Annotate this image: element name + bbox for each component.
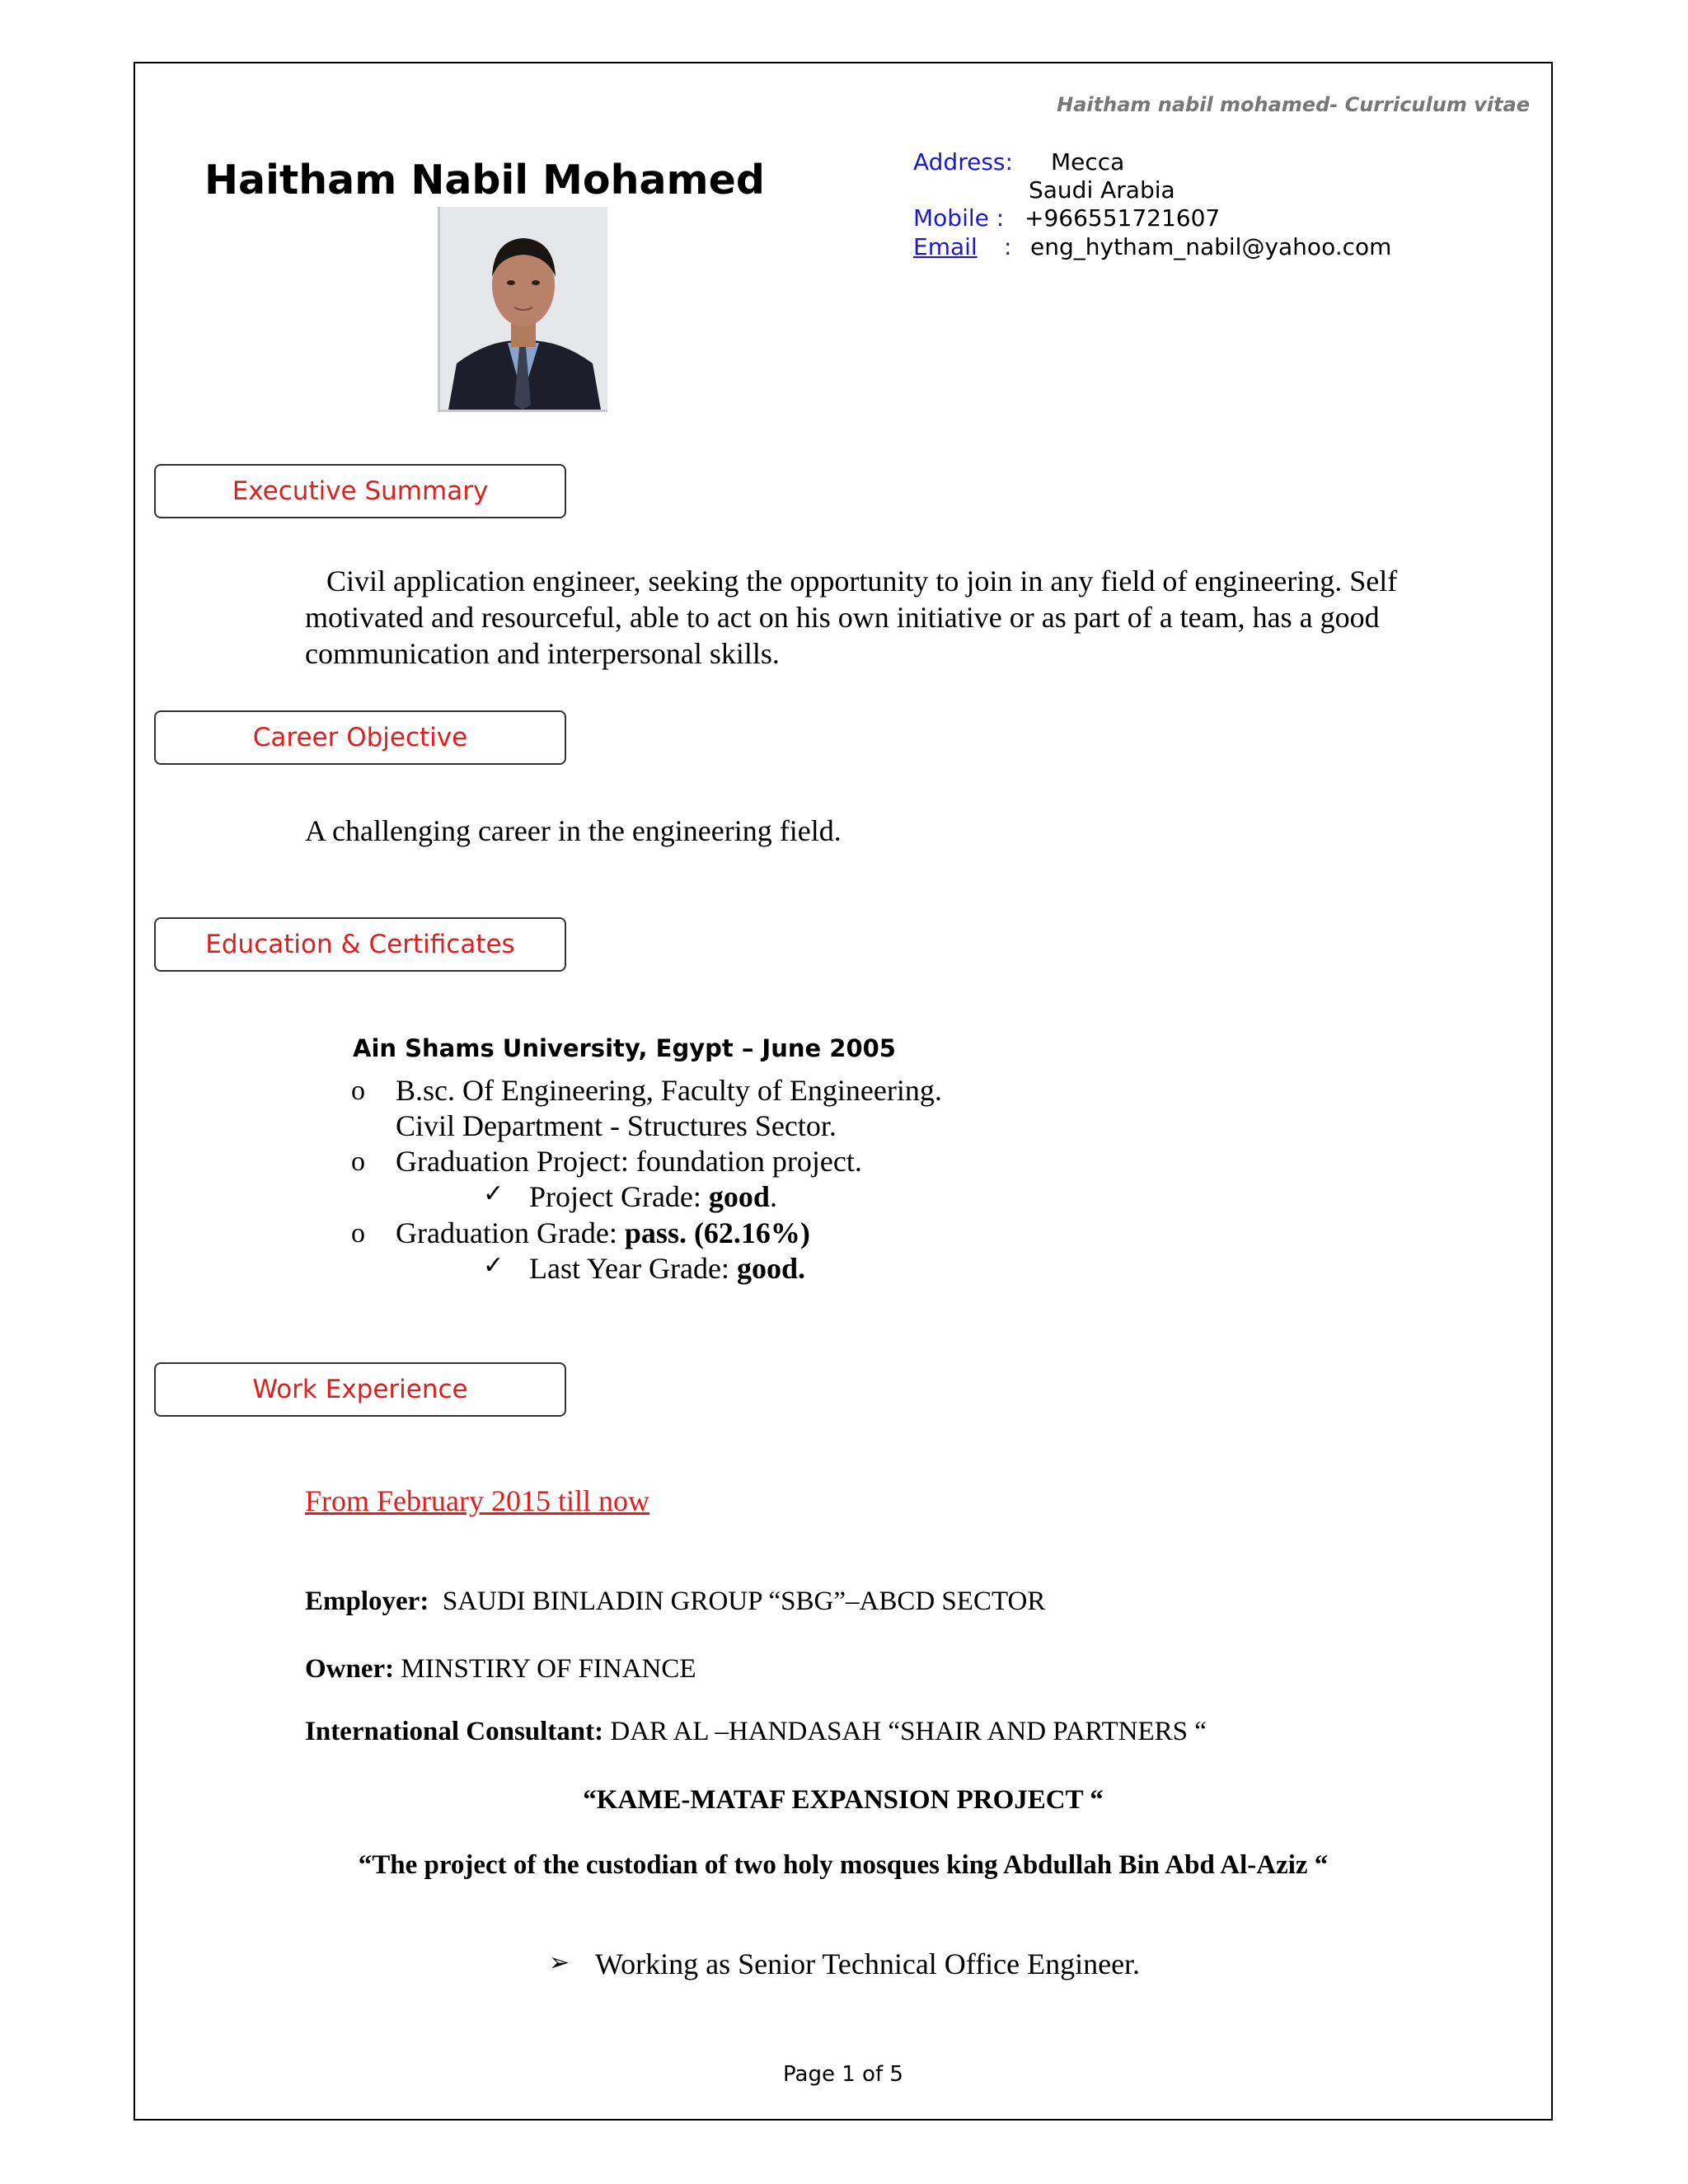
degree-line2: Civil Department - Structures Sector. bbox=[396, 1109, 837, 1142]
project-subtitle: “The project of the custodian of two holy mosques king Abdullah Bin Abd Al-Aziz “ bbox=[358, 1850, 1329, 1880]
email-address: eng_hytham_nabil@yahoo.com bbox=[1030, 233, 1392, 260]
consultant-line bbox=[305, 1717, 1207, 1747]
circle-bullet-icon: o bbox=[351, 1146, 365, 1177]
checkmark-icon: ✓ bbox=[483, 1251, 504, 1280]
degree-line1: B.sc. Of Engineering, Faculty of Engineering. bbox=[396, 1074, 942, 1107]
address-line2: Saudi Arabia bbox=[1029, 176, 1175, 204]
project-grade-value: good bbox=[708, 1180, 770, 1213]
section-title: Education & Certificates bbox=[205, 930, 515, 959]
summary-text: Civil application engineer, seeking the opportunity to join in any field of engineering. Self motivated and resourceful, able to act on his own initiative or as part of a team, has a good communication and interpersonal skills. bbox=[305, 565, 1398, 670]
section-title: Work Experience bbox=[252, 1375, 468, 1404]
university: Ain Shams University, Egypt – June 2005 bbox=[353, 1034, 896, 1062]
section-career-objective bbox=[154, 710, 566, 765]
owner-label: Owner: bbox=[305, 1654, 395, 1684]
graduation-grade-value: pass. (62.16%) bbox=[624, 1216, 810, 1249]
profile-photo bbox=[438, 207, 607, 412]
circle-bullet-icon: o bbox=[351, 1076, 365, 1106]
candidate-name: Haitham Nabil Mohamed bbox=[204, 157, 765, 204]
arrow-bullet-icon: ➢ bbox=[549, 1948, 570, 1977]
graduation-grade-label: Graduation Grade: bbox=[396, 1216, 625, 1249]
checkmark-icon: ✓ bbox=[483, 1179, 504, 1208]
work-role: Working as Senior Technical Office Engineer. bbox=[595, 1947, 1141, 1980]
section-executive-summary bbox=[154, 464, 566, 518]
project-title: “KAME-MATAF EXPANSION PROJECT “ bbox=[583, 1785, 1104, 1815]
address-label: Address: bbox=[913, 148, 1013, 176]
work-period: From February 2015 till now bbox=[305, 1484, 649, 1517]
mobile-label: Mobile : bbox=[913, 204, 1005, 232]
graduation-grade bbox=[396, 1216, 810, 1250]
address-line1: Mecca bbox=[1051, 148, 1125, 176]
last-year-grade-label: Last Year Grade: bbox=[529, 1252, 737, 1285]
consultant-value: DAR AL –HANDASAH “SHAIR AND PARTNERS “ bbox=[610, 1717, 1207, 1746]
email-separator: : bbox=[1004, 233, 1012, 260]
consultant-label: International Consultant: bbox=[305, 1717, 604, 1746]
project-grade-label: Project Grade: bbox=[529, 1180, 709, 1213]
mobile-number: +966551721607 bbox=[1025, 204, 1221, 232]
page-number: Page 1 of 5 bbox=[783, 2062, 903, 2087]
owner-value: MINSTIRY OF FINANCE bbox=[401, 1654, 696, 1684]
section-title: Career Objective bbox=[252, 723, 468, 752]
employer-label: Employer: bbox=[305, 1586, 429, 1616]
project-grade-tail: . bbox=[769, 1180, 777, 1213]
circle-bullet-icon: o bbox=[351, 1218, 365, 1249]
graduation-project: Graduation Project: foundation project. bbox=[396, 1145, 862, 1178]
email-label[interactable]: Email bbox=[913, 233, 978, 260]
objective-text: A challenging career in the engineering field. bbox=[305, 814, 842, 847]
last-year-grade bbox=[529, 1251, 805, 1286]
section-work-experience bbox=[154, 1362, 566, 1417]
project-grade bbox=[529, 1179, 777, 1214]
last-year-grade-value: good. bbox=[736, 1252, 805, 1285]
employer-value: SAUDI BINLADIN GROUP “SBG”–ABCD SECTOR bbox=[442, 1586, 1046, 1616]
header-note: Haitham nabil mohamed- Curriculum vitae bbox=[1057, 93, 1530, 116]
employer-line bbox=[305, 1586, 1045, 1617]
section-education bbox=[154, 917, 566, 972]
owner-line bbox=[305, 1654, 696, 1685]
section-title: Executive Summary bbox=[232, 476, 489, 506]
